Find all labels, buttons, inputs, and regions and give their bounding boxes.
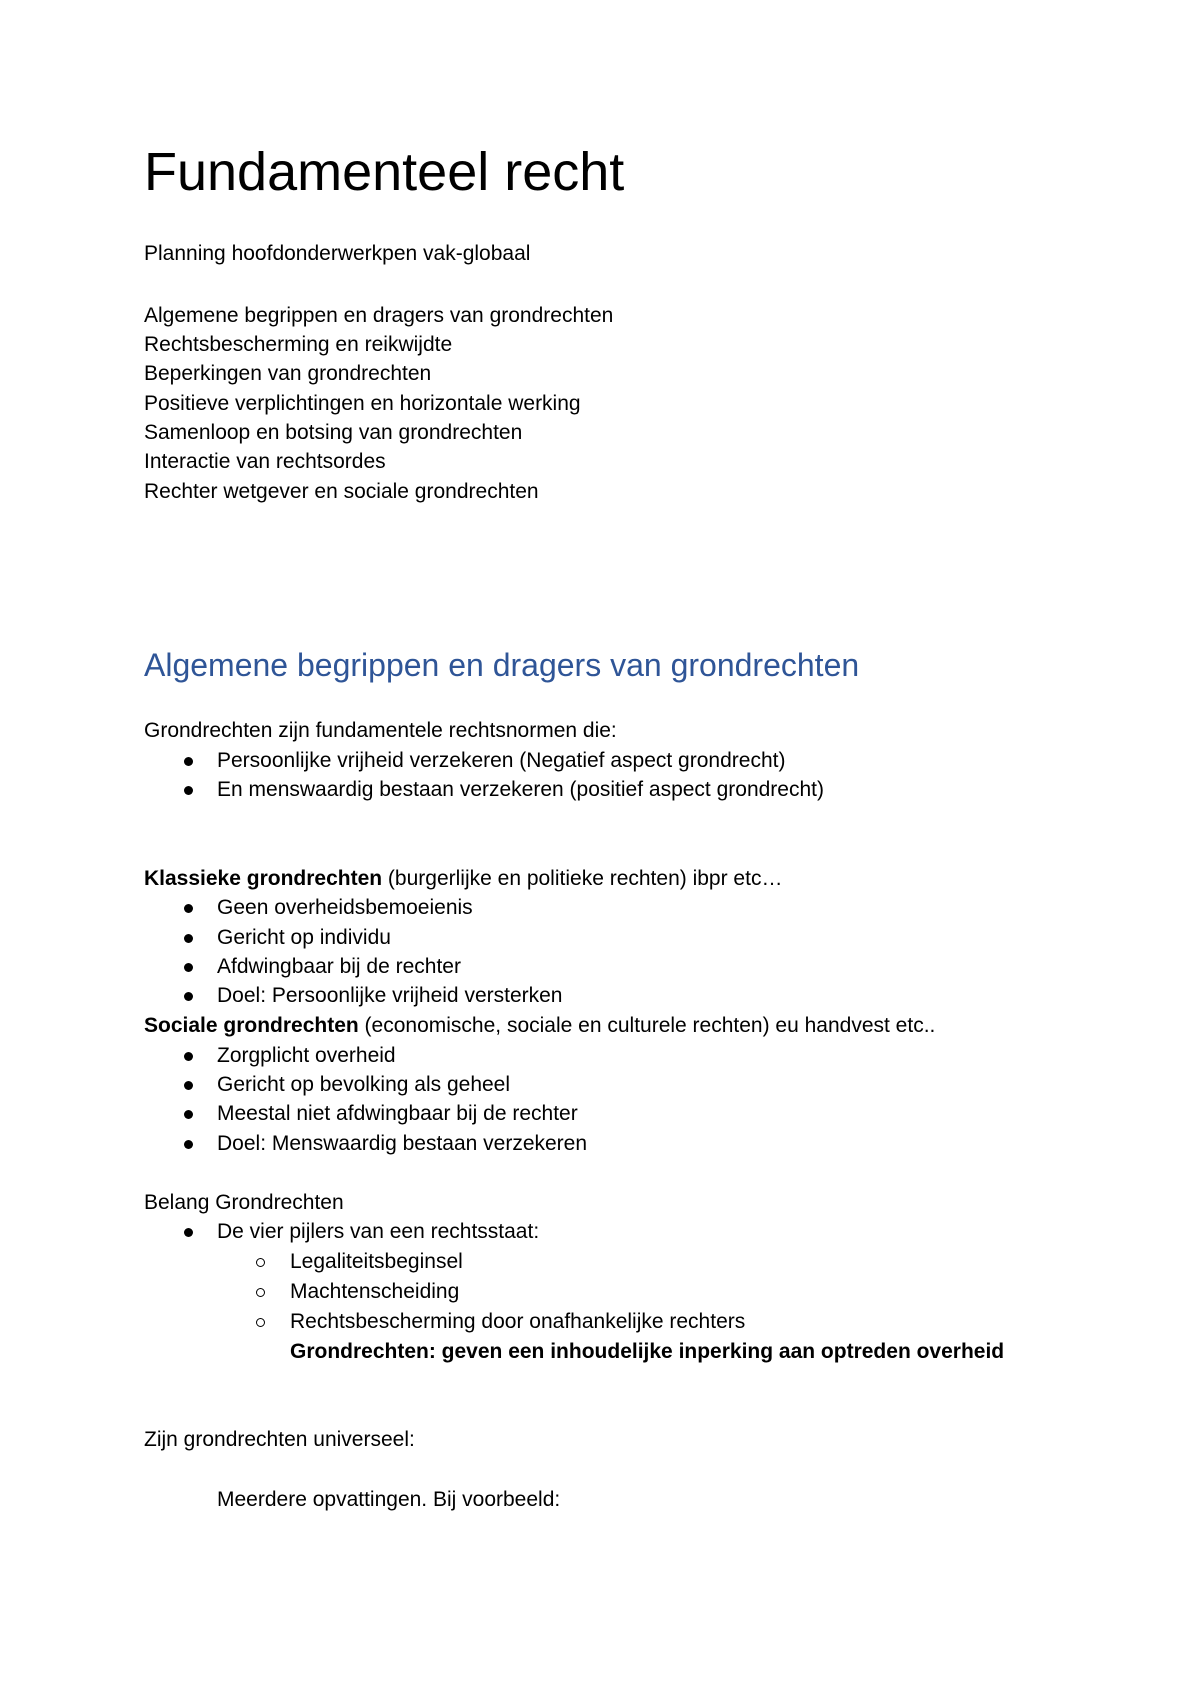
bullet-icon [184,934,193,943]
circle-bullet-icon [256,1318,265,1327]
belang-grondrechten-label: Belang Grondrechten [144,1191,344,1214]
list-item: Persoonlijke vrijheid verzekeren (Negatief aspect grondrecht) [217,749,786,772]
topic-item: Algemene begrippen en dragers van grondrechten [144,304,614,327]
document-title: Fundamenteel recht [144,142,625,202]
list-item: Geen overheidsbemoeienis [217,896,473,919]
grondrechten-emphasis: Grondrechten: geven een inhoudelijke inperking aan optreden overheid [290,1340,1005,1363]
opvattingen-text: Meerdere opvattingen. Bij voorbeeld: [217,1488,561,1511]
klassieke-description: (burgerlijke en politieke rechten) ibpr etc… [382,867,783,890]
bullet-icon [184,1140,193,1149]
topic-item: Positieve verplichtingen en horizontale werking [144,392,581,415]
circle-bullet-icon [256,1288,265,1297]
list-item: Gericht op bevolking als geheel [217,1073,511,1096]
klassieke-label: Klassieke grondrechten [144,867,383,890]
sub-list-item: Machtenscheiding [290,1280,460,1303]
list-item: Meestal niet afdwingbaar bij de rechter [217,1102,578,1125]
sub-list-item: Legaliteitsbeginsel [290,1250,463,1273]
bullet-icon [184,1052,193,1061]
universeel-question: Zijn grondrechten universeel: [144,1428,415,1451]
bullet-icon [184,904,193,913]
sociale-grondrechten-line [144,1012,935,1040]
bullet-icon [184,992,193,1001]
list-item: En menswaardig bestaan verzekeren (positief aspect grondrecht) [217,778,824,801]
klassieke-grondrechten-line [144,865,782,893]
sub-list-item: Rechtsbescherming door onafhankelijke rechters [290,1310,746,1333]
sociale-description: (economische, sociale en culturele rechten) eu handvest etc.. [358,1014,936,1037]
planning-subtitle: Planning hoofdonderwerkpen vak-globaal [144,242,531,265]
sociale-label: Sociale grondrechten [144,1014,359,1037]
bullet-icon [184,757,193,766]
topic-item: Rechter wetgever en sociale grondrechten [144,480,539,503]
intro-text: Grondrechten zijn fundamentele rechtsnormen die: [144,719,617,742]
bullet-icon [184,1228,193,1237]
list-item: De vier pijlers van een rechtsstaat: [217,1220,540,1243]
list-item: Gericht op individu [217,926,391,949]
list-item: Zorgplicht overheid [217,1044,396,1067]
list-item: Afdwingbaar bij de rechter [217,955,461,978]
list-item: Doel: Menswaardig bestaan verzekeren [217,1132,588,1155]
bullet-icon [184,1081,193,1090]
bullet-icon [184,1110,193,1119]
list-item: Doel: Persoonlijke vrijheid versterken [217,984,563,1007]
topic-item: Interactie van rechtsordes [144,450,386,473]
bullet-icon [184,786,193,795]
circle-bullet-icon [256,1258,265,1267]
topic-item: Beperkingen van grondrechten [144,362,432,385]
topic-item: Rechtsbescherming en reikwijdte [144,333,453,356]
topic-item: Samenloop en botsing van grondrechten [144,421,523,444]
section-heading: Algemene begrippen en dragers van grondrechten [144,647,860,683]
bullet-icon [184,963,193,972]
